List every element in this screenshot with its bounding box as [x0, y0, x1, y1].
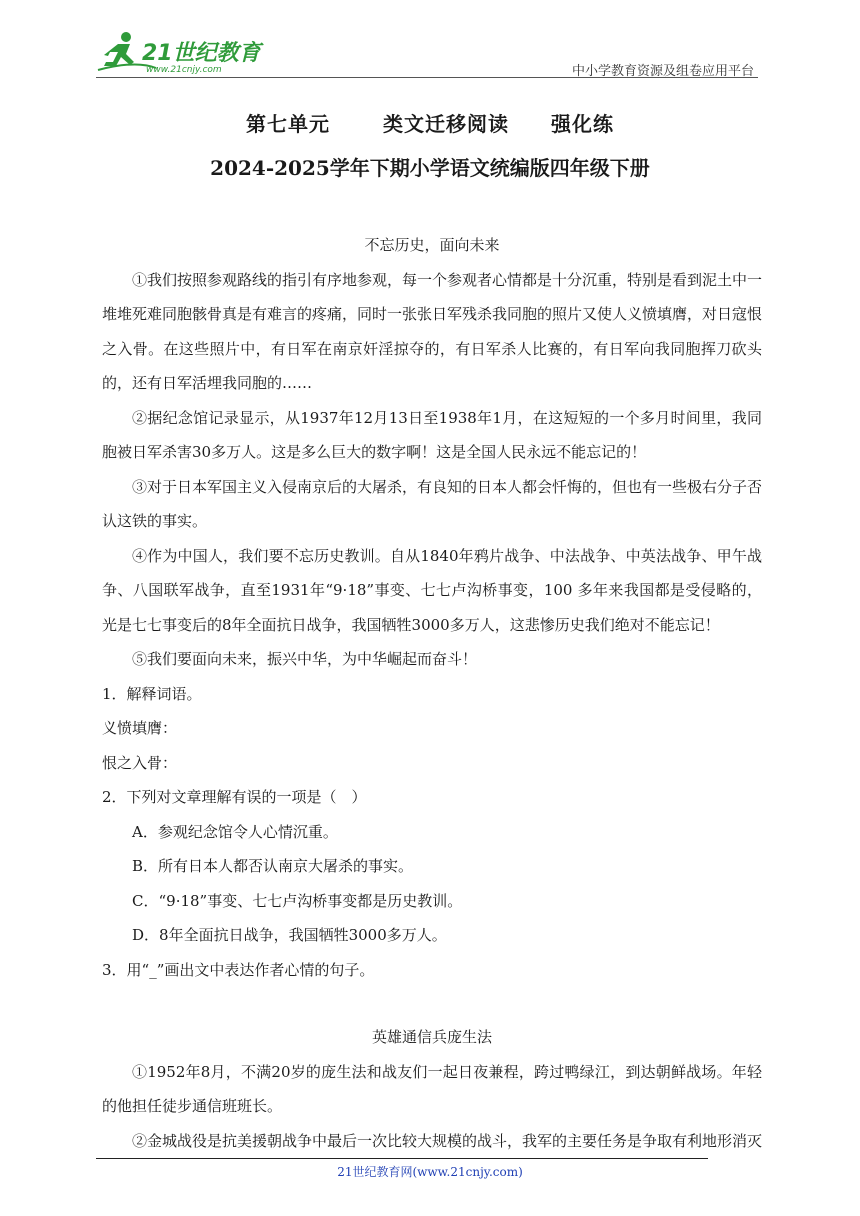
question-2-option-b: B．所有日本人都否认南京大屠杀的事实。 [132, 857, 414, 875]
passage1-title: 不忘历史，面向未来 [364, 236, 500, 254]
logo [96, 30, 266, 76]
question-2-option-a: A．参观纪念馆令人心情沉重。 [132, 822, 338, 841]
logo-url: www.21cnjy.com [146, 65, 222, 75]
question-1-term-a: 义愤填膺： [102, 719, 178, 737]
passage1-paragraph-5: ⑤我们要面向未来，振兴中华，为中华崛起而奋斗！ [132, 650, 478, 668]
question-1-term-b: 恨之入骨： [102, 753, 178, 772]
passage2-paragraph-1: ①1952年8月，不满20岁的庞生法和战友们一起日夜兼程，跨过鸭绿江，到达朝鲜战场。年轻的他担任徒步通信班班长。 [102, 1062, 762, 1115]
question-2: 2．下列对文章理解有误的一项是（ ） [102, 788, 367, 806]
page-header [96, 30, 758, 80]
document-body [102, 228, 762, 1158]
logo-text: 21世纪教育 [142, 41, 261, 66]
question-2-option-d: D．8年全面抗日战争，我国牺牲3000多万人。 [132, 926, 447, 944]
passage1-paragraph-3: ③对于日本军国主义入侵南京后的大屠杀，有良知的日本人都会忏悔的，但也有一些极右分子否认这铁的事实。 [102, 477, 763, 530]
question-3: 3．用“_”画出文中表达作者心情的句子。 [102, 960, 375, 979]
question-1: 1．解释词语。 [102, 684, 202, 703]
footer-divider [96, 1158, 708, 1159]
section-gap [102, 987, 762, 1020]
header-divider [96, 77, 758, 78]
page-subtitle: 2024-2025学年下期小学语文统编版四年级下册 [210, 156, 650, 180]
passage1-paragraph-4: ④作为中国人，我们要不忘历史教训。自从1840年鸦片战争、中法战争、中英法战争、甲午战争、八国联军战争，直至1931年“9·18”事变、七七卢沟桥事变，100 多年来我国都是受侵略的，光是七七事变后的8年全面抗日战争，我国牺牲3000多万人，这悲惨历史我们绝对不能忘记！ [102, 546, 762, 634]
page-title: 第七单元 类文迁移阅读 强化练 [246, 112, 614, 136]
passage2-title: 英雄通信兵庞生法 [371, 1028, 492, 1046]
platform-name: 中小学教育资源及组卷应用平台 [571, 64, 754, 79]
footer-link[interactable]: 21世纪教育网(www.21cnjy.com) [337, 1165, 523, 1179]
passage1-paragraph-2: ②据纪念馆记录显示，从1937年12月13日至1938年1月，在这短短的一个多月时间里，我同胞被日军杀害30多万人。这是多么巨大的数字啊！这是全国人民永远不能忘记的！ [102, 408, 762, 461]
runner-logo-icon [96, 30, 266, 76]
question-2-option-c: C．“9·18”事变、七七卢沟桥事变都是历史教训。 [132, 891, 463, 910]
passage1-paragraph-1: ①我们按照参观路线的指引有序地参观，每一个参观者心情都是十分沉重，特别是看到泥土中一堆堆死难同胞骸骨真是有难言的疼痛，同时一张张日军残杀我同胞的照片又使人义愤填膺，对日寇恨之入骨。在这些照片中，有日军在南京奸淫掠夺的，有日军杀人比赛的，有日军向我同胞挥刀砍头的，还有日军活埋我同胞的…… [102, 270, 763, 392]
passage2-paragraph-2: ②金城战役是抗美援朝战争中最后一次比较大规模的战斗，我军的主要任务是争取有利地形消灭 [132, 1131, 763, 1150]
